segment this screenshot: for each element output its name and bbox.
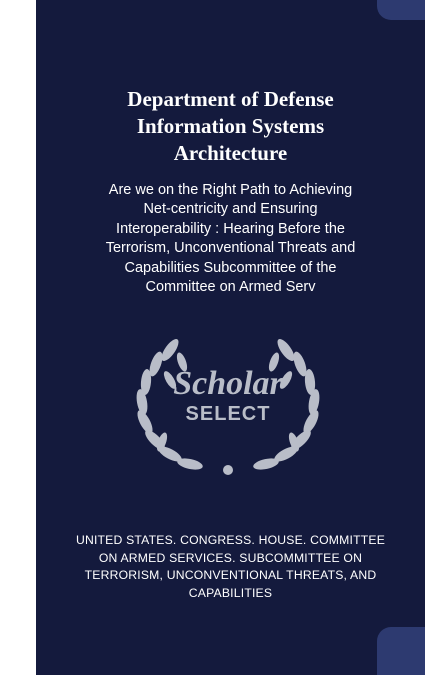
logo-script-text: Scholar: [173, 365, 283, 402]
corner-tab-top: [377, 0, 425, 20]
corner-tab-bottom: [377, 627, 425, 675]
author-line: ON ARMED SERVICES. SUBCOMMITTEE ON: [98, 550, 363, 565]
subtitle-line: Net-centricity and Ensuring: [143, 201, 318, 218]
scholar-select-logo: [130, 332, 326, 478]
author-line: CAPABILITIES: [188, 585, 273, 600]
logo-caps-text: SELECT: [185, 403, 271, 425]
author-line: TERRORISM, UNCONVENTIONAL THREATS, AND: [84, 568, 377, 582]
title-line: Architecture: [173, 141, 288, 165]
book-subtitle: [36, 181, 425, 297]
title-line: Department of Defense: [127, 87, 334, 111]
title-line: Information Systems: [136, 114, 325, 138]
subtitle-line: Interoperability : Hearing Before the: [116, 220, 345, 237]
subtitle-line: Are we on the Right Path to Achieving: [108, 182, 353, 198]
subtitle-line: Capabilities Subcommittee of the: [124, 259, 337, 276]
book-title: [36, 86, 425, 167]
subtitle-line: Terrorism, Unconventional Threats and: [105, 240, 356, 257]
author-line: UNITED STATES. CONGRESS. HOUSE. COMMITTEE: [75, 533, 386, 547]
subtitle-line: Committee on Armed Serv: [145, 279, 316, 296]
book-author: [36, 532, 425, 602]
